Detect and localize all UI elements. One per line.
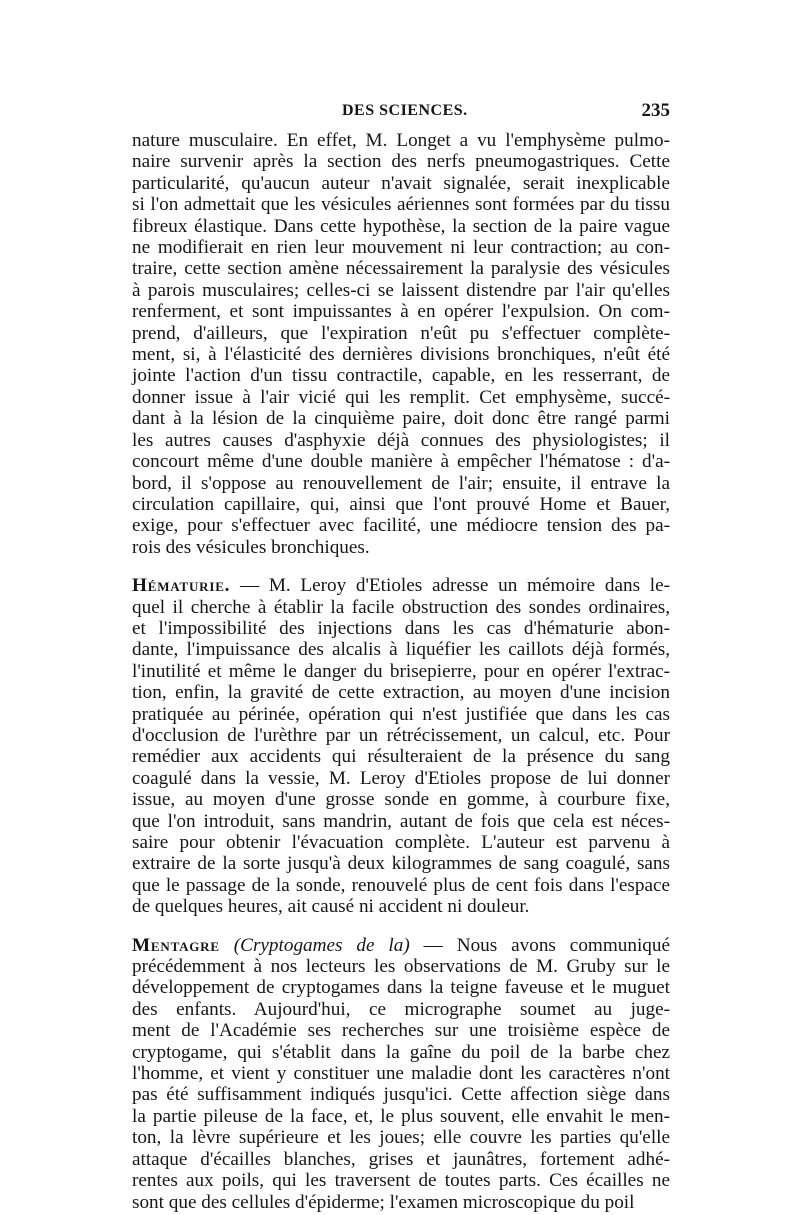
- text-line: circulation capillaire, qui, ainsi que l'ont prouvé Home et Bauer,: [132, 493, 670, 515]
- entry-heading: Hématurie.: [132, 575, 231, 597]
- text-line: que l'on introduit, sans mandrin, autant de fois que cela est néces-: [132, 810, 670, 832]
- text-line: pratiquée au périnée, opération qui n'est justifiée que dans les cas: [132, 703, 670, 725]
- text-line: l'inutilité et même le danger du brisepierre, pour en opérer l'extrac-: [132, 660, 670, 682]
- text-line: cryptogame, qui s'établit dans la gaîne du poil de la barbe chez: [132, 1041, 670, 1063]
- text-line: rois des vésicules bronchiques.: [132, 536, 370, 558]
- text-line: concourt même d'une double manière à empêcher l'hématose : d'a-: [132, 451, 670, 473]
- text-line: tion, enfin, la gravité de cette extraction, au moyen d'une incision: [132, 682, 670, 704]
- text-line: attaque d'écailles blanches, grises et jaunâtres, fortement adhé-: [132, 1148, 670, 1170]
- entry-heading: Mentagre: [132, 934, 220, 956]
- text-line: développement de cryptogames dans la teigne faveuse et le muguet: [132, 977, 670, 999]
- text-line: si l'on admettait que les vésicules aériennes sont formées par du tissu: [132, 194, 670, 216]
- text-line: les autres causes d'asphyxie déjà connues des physiologistes; il: [132, 429, 670, 451]
- text-line: [132, 935, 670, 956]
- text-line: et l'impossibilité des injections dans les cas d'hématurie abon-: [132, 617, 670, 639]
- text-line: naire survenir après la section des nerfs pneumogastriques. Cette: [132, 151, 670, 173]
- text-line: [132, 575, 670, 596]
- text-line-body: — M. Leroy d'Etioles adresse un mémoire dans le-: [230, 575, 670, 597]
- text-line: bord, il s'oppose au renouvellement de l'air; ensuite, il entrave la: [132, 472, 670, 494]
- book-page: [132, 100, 670, 1213]
- page-number: 235: [641, 100, 670, 121]
- text-line: d'occlusion de l'urèthre par un rétrécissement, un calcul, etc. Pour: [132, 724, 670, 746]
- paragraph-hematurie: [132, 575, 670, 918]
- running-title: DES SCIENCES.: [342, 102, 468, 119]
- text-line: coagulé dans la vessie, M. Leroy d'Etioles propose de lui donner: [132, 767, 670, 789]
- text-line: que le passage de la sonde, renouvelé plus de cent fois dans l'espace: [132, 874, 670, 896]
- text-line: particularité, qu'aucun auteur n'avait signalée, serait inexplicable: [132, 172, 670, 194]
- text-line: précédemment à nos lecteurs les observations de M. Gruby sur le: [132, 956, 670, 978]
- text-line: donner issue à l'air vicié qui les remplit. Cet emphysème, succé-: [132, 386, 670, 408]
- text-line: dant à la lésion de la cinquième paire, doit donc être rangé parmi: [132, 408, 670, 430]
- text-line: fibreux élastique. Dans cette hypothèse, la section de la paire vague: [132, 215, 670, 237]
- text-line: de quelques heures, ait causé ni accident ni douleur.: [132, 896, 530, 918]
- text-line: issue, au moyen d'une grosse sonde en gomme, à courbure fixe,: [132, 789, 670, 811]
- text-line: pas été suffisamment indiqués jusqu'ici. Cette affection siège dans: [132, 1084, 670, 1106]
- text-line: quel il cherche à établir la facile obstruction des sondes ordinaires,: [132, 596, 670, 618]
- running-head: [132, 100, 670, 126]
- text-line: exige, pour s'effectuer avec facilité, une médiocre tension des pa-: [132, 515, 670, 537]
- text-line: saire pour obtenir l'évacuation complète. L'auteur est parvenu à: [132, 832, 670, 853]
- text-line: extraire de la sorte jusqu'à deux kilogrammes de sang coagulé, sans: [132, 853, 670, 875]
- text-line: à parois musculaires; celles-ci se laissent distendre par l'air qu'elles: [132, 279, 670, 301]
- text-line: l'homme, et vient y constituer une maladie dont les caractères n'ont: [132, 1063, 670, 1085]
- text-line: prend, d'ailleurs, que l'expiration n'eût pu s'effectuer complète-: [132, 322, 670, 344]
- paragraph-mentagre: [132, 935, 670, 1213]
- text-line: remédier aux accidents qui résulteraient de la présence du sang: [132, 746, 670, 768]
- text-line: rentes aux poils, qui les traversent de toutes parts. Ces écailles ne: [132, 1170, 670, 1192]
- entry-heading-subtitle: (Cryptogames de la): [219, 934, 410, 956]
- text-line: jointe l'action d'un tissu contractile, capable, en les resserrant, de: [132, 365, 670, 387]
- text-line: sont que des cellules d'épiderme; l'examen microscopique du poil: [132, 1191, 635, 1213]
- text-line: traire, cette section amène nécessairement la paralysie des vésicules: [132, 258, 670, 280]
- text-line: renferment, et sont impuissantes à en opérer l'expulsion. On com-: [132, 301, 670, 323]
- text-line: ment, si, à l'élasticité des dernières divisions bronchiques, n'eût été: [132, 344, 670, 366]
- paragraph-emphysema: [132, 130, 670, 558]
- text-line: dante, l'impuissance des alcalis à liquéfier les caillots déjà formés,: [132, 639, 670, 661]
- text-line: des enfants. Aujourd'hui, ce micrographe soumet au juge-: [132, 998, 670, 1020]
- text-line: ne modifierait en rien leur mouvement ni leur contraction; au con-: [132, 237, 670, 259]
- text-line: la partie pileuse de la face, et, le plus souvent, elle envahit le men-: [132, 1105, 670, 1127]
- text-line-body: — Nous avons communiqué: [409, 934, 670, 956]
- text-line: nature musculaire. En effet, M. Longet a vu l'emphysème pulmo-: [132, 130, 670, 151]
- text-line: ment de l'Académie ses recherches sur une troisième espèce de: [132, 1020, 670, 1042]
- text-line: ton, la lèvre supérieure et les joues; elle couvre les parties qu'elle: [132, 1127, 670, 1149]
